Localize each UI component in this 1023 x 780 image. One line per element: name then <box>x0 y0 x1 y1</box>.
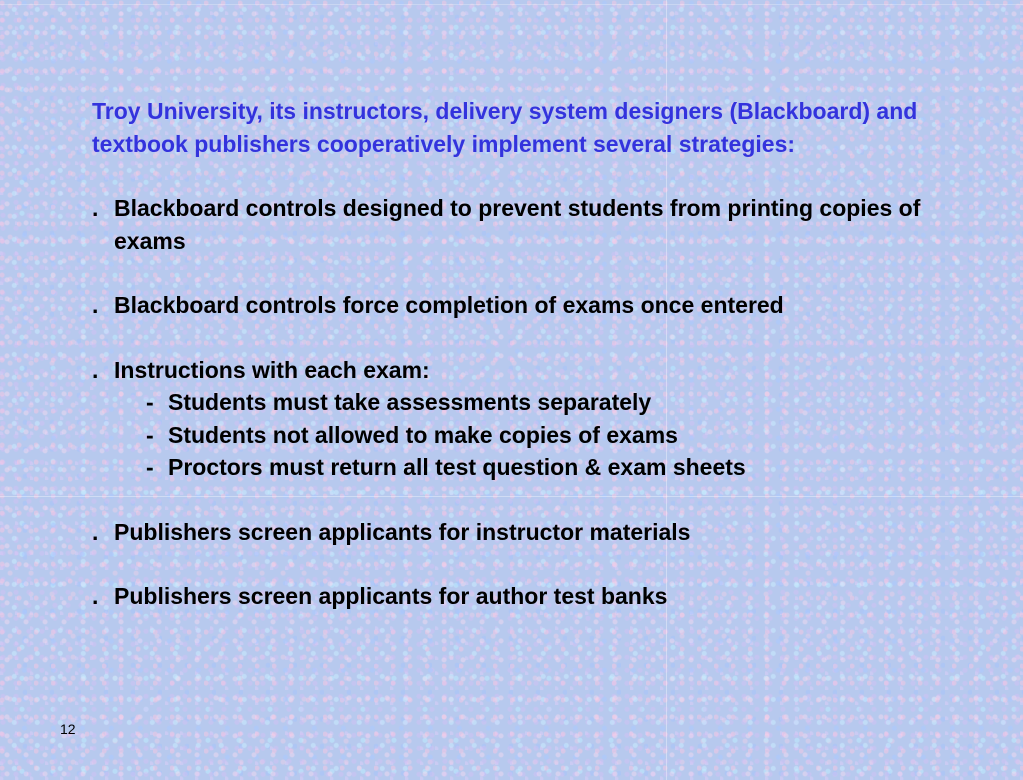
sub-item <box>92 451 952 484</box>
bullet-marker: . <box>92 292 99 318</box>
bullet-text: Blackboard controls force completion of exams once entered <box>114 292 784 318</box>
background-seam-top <box>0 4 1023 5</box>
bullet-item <box>92 580 952 613</box>
sub-item <box>92 386 952 419</box>
sub-marker: - <box>146 389 154 415</box>
bullet-text: Instructions with each exam: <box>114 356 430 383</box>
sub-item <box>92 419 952 452</box>
sub-text: Proctors must return all test question & exam sheets <box>168 454 746 480</box>
bullet-marker: . <box>92 518 99 545</box>
slide-content <box>92 95 952 645</box>
sub-text: Students not allowed to make copies of exams <box>168 421 678 448</box>
bullet-item <box>92 354 952 387</box>
bullet-marker: . <box>92 195 99 221</box>
bullet-text: Publishers screen applicants for author test banks <box>114 583 668 609</box>
intro-paragraph: Troy University, its instructors, delivery system designers (Blackboard) and textbook publishers cooperatively implement several strategies: <box>92 98 918 157</box>
bullet-item <box>92 289 952 322</box>
bullet-text: Publishers screen applicants for instructor materials <box>114 518 691 545</box>
page-number: 12 <box>60 721 76 737</box>
sub-text: Students must take assessments separately <box>168 389 652 415</box>
bullet-item <box>92 516 952 549</box>
sub-list <box>92 386 952 484</box>
sub-marker: - <box>146 421 154 448</box>
sub-marker: - <box>146 454 154 480</box>
bullet-item <box>92 192 952 257</box>
bullet-text: Blackboard controls designed to prevent students from printing copies of exams <box>114 195 921 254</box>
bullet-marker: . <box>92 583 99 609</box>
bullet-marker: . <box>92 356 99 383</box>
